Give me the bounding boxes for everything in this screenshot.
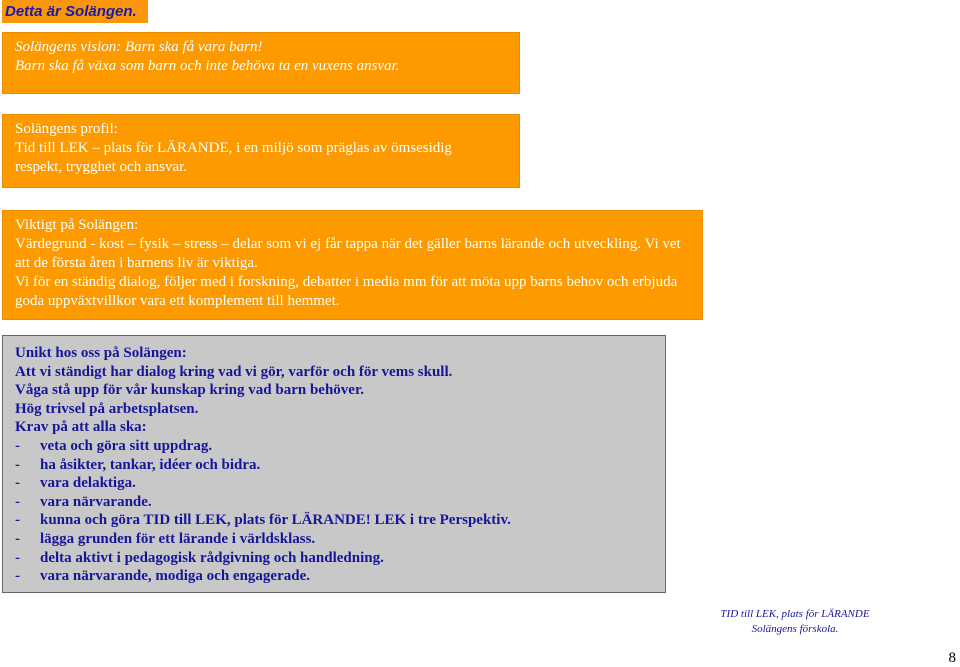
list-item-text: veta och göra sitt uppdrag.	[40, 437, 213, 454]
footer-slogan: TID till LEK, plats för LÄRANDE	[720, 608, 870, 620]
list-item-text: vara närvarande.	[40, 493, 152, 510]
list-dash: -	[15, 530, 20, 547]
important-text-1: Värdegrund - kost – fysik – stress – delar som vi ej får tappa när det gäller barns lärande och utveckling. Vi vet att de första åren i barnens liv är viktiga.	[15, 236, 681, 271]
list-dash: -	[15, 437, 20, 454]
list-dash: -	[15, 568, 20, 585]
profile-text: Tid till LEK – plats för LÄRANDE, i en miljö som präglas av ömsesidig respekt, trygghet och ansvar.	[15, 140, 452, 175]
page-number: 8	[948, 650, 956, 666]
list-item-text: ha åsikter, tankar, idéer och bidra.	[40, 456, 261, 473]
list-item	[15, 456, 665, 475]
vision-box	[2, 32, 520, 94]
footer-school: Solängens förskola.	[751, 623, 839, 635]
list-dash: -	[15, 456, 20, 473]
profile-heading: Solängens profil:	[15, 121, 118, 137]
unique-line: Att vi ständigt har dialog kring vad vi gör, varför och för vems skull.	[15, 363, 453, 380]
important-heading: Viktigt på Solängen:	[15, 217, 139, 233]
list-dash: -	[15, 549, 20, 566]
unique-line: Krav på att alla ska:	[15, 419, 147, 436]
unique-line: Våga stå upp för vår kunskap kring vad barn behöver.	[15, 382, 364, 399]
list-item	[15, 437, 665, 456]
list-item-text: kunna och göra TID till LEK, plats för LÄRANDE! LEK i tre Perspektiv.	[40, 512, 511, 529]
list-item	[15, 549, 665, 568]
list-item	[15, 567, 665, 586]
vision-heading: Solängens vision: Barn ska få vara barn!	[15, 39, 263, 55]
list-item-text: lägga grunden för ett lärande i världsklass.	[40, 530, 316, 547]
list-dash: -	[15, 493, 20, 510]
page-title: Detta är Solängen.	[2, 0, 148, 23]
list-item	[15, 530, 665, 549]
list-item-text: vara närvarande, modiga och engagerade.	[40, 568, 310, 585]
list-item-text: delta aktivt i pedagogisk rådgivning och handledning.	[40, 549, 384, 566]
profile-box	[2, 114, 520, 188]
list-dash: -	[15, 512, 20, 529]
list-item-text: vara delaktiga.	[40, 475, 136, 492]
list-item	[15, 474, 665, 493]
important-text-2: Vi för en ständig dialog, följer med i forskning, debatter i media mm för att möta upp barns behov och erbjuda goda uppväxtvillkor vara ett komplement till hemmet.	[15, 274, 678, 309]
vision-text: Barn ska få växa som barn och inte behöva ta en vuxens ansvar.	[15, 58, 400, 74]
list-dash: -	[15, 475, 20, 492]
list-item	[15, 511, 665, 530]
unique-box	[2, 335, 666, 593]
list-item	[15, 493, 665, 512]
unique-heading: Unikt hos oss på Solängen:	[15, 345, 187, 361]
footer	[700, 607, 890, 637]
important-box	[2, 210, 703, 320]
unique-line: Hög trivsel på arbetsplatsen.	[15, 400, 199, 417]
